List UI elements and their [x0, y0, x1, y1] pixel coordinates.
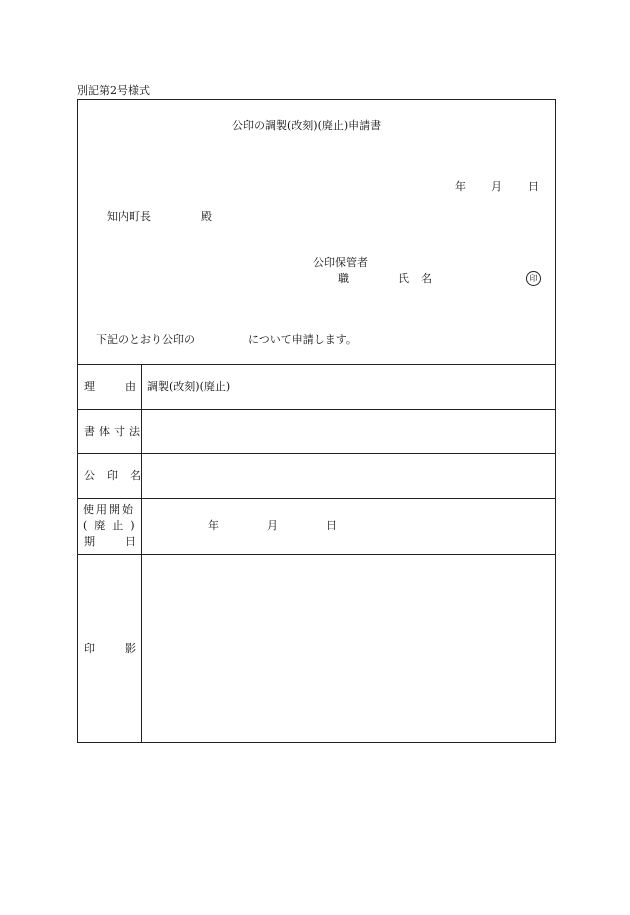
form-title: 公印の調製(改刻)(廃止)申請書: [232, 119, 382, 132]
reason-label-1: 理: [84, 380, 95, 393]
divider-reason: [77, 409, 556, 410]
start-date-day: 日: [326, 519, 337, 532]
divider-top-section: [77, 364, 556, 365]
start-date-label-line1: 使用開始: [83, 503, 135, 516]
seal-mark-icon: 印: [526, 271, 541, 286]
name-label-1: 氏: [398, 272, 409, 285]
impression-label-1: 印: [84, 642, 95, 655]
divider-font-size: [77, 453, 556, 454]
start-date-month: 月: [267, 519, 278, 532]
impression-area[interactable]: [142, 555, 555, 742]
start-date-label-line3-2: 日: [125, 535, 136, 548]
divider-seal-name: [77, 498, 556, 499]
honorific: 殿: [201, 210, 212, 223]
applicant-label: 公印保管者: [313, 256, 368, 269]
start-date-year: 年: [208, 519, 219, 532]
font-size-label: 書体寸法: [84, 425, 144, 438]
form-number: 別記第2号様式: [77, 84, 150, 97]
date-year-label: 年: [455, 180, 466, 193]
position-label: 職: [338, 272, 349, 285]
start-date-label-line2: (廃止): [83, 519, 142, 532]
statement-prefix: 下記のとおり公印の: [96, 333, 195, 346]
date-month-label: 月: [491, 180, 502, 193]
seal-name-label: 公印名: [84, 469, 153, 482]
impression-label-2: 影: [125, 642, 136, 655]
date-day-label: 日: [528, 180, 539, 193]
reason-value: 調製(改刻)(廃止): [147, 380, 231, 393]
name-label-2: 名: [421, 272, 432, 285]
reason-label-2: 由: [125, 380, 136, 393]
start-date-label-line3-1: 期: [84, 535, 95, 548]
addressee: 知内町長: [107, 210, 151, 223]
statement-suffix: について申請します。: [248, 333, 357, 346]
